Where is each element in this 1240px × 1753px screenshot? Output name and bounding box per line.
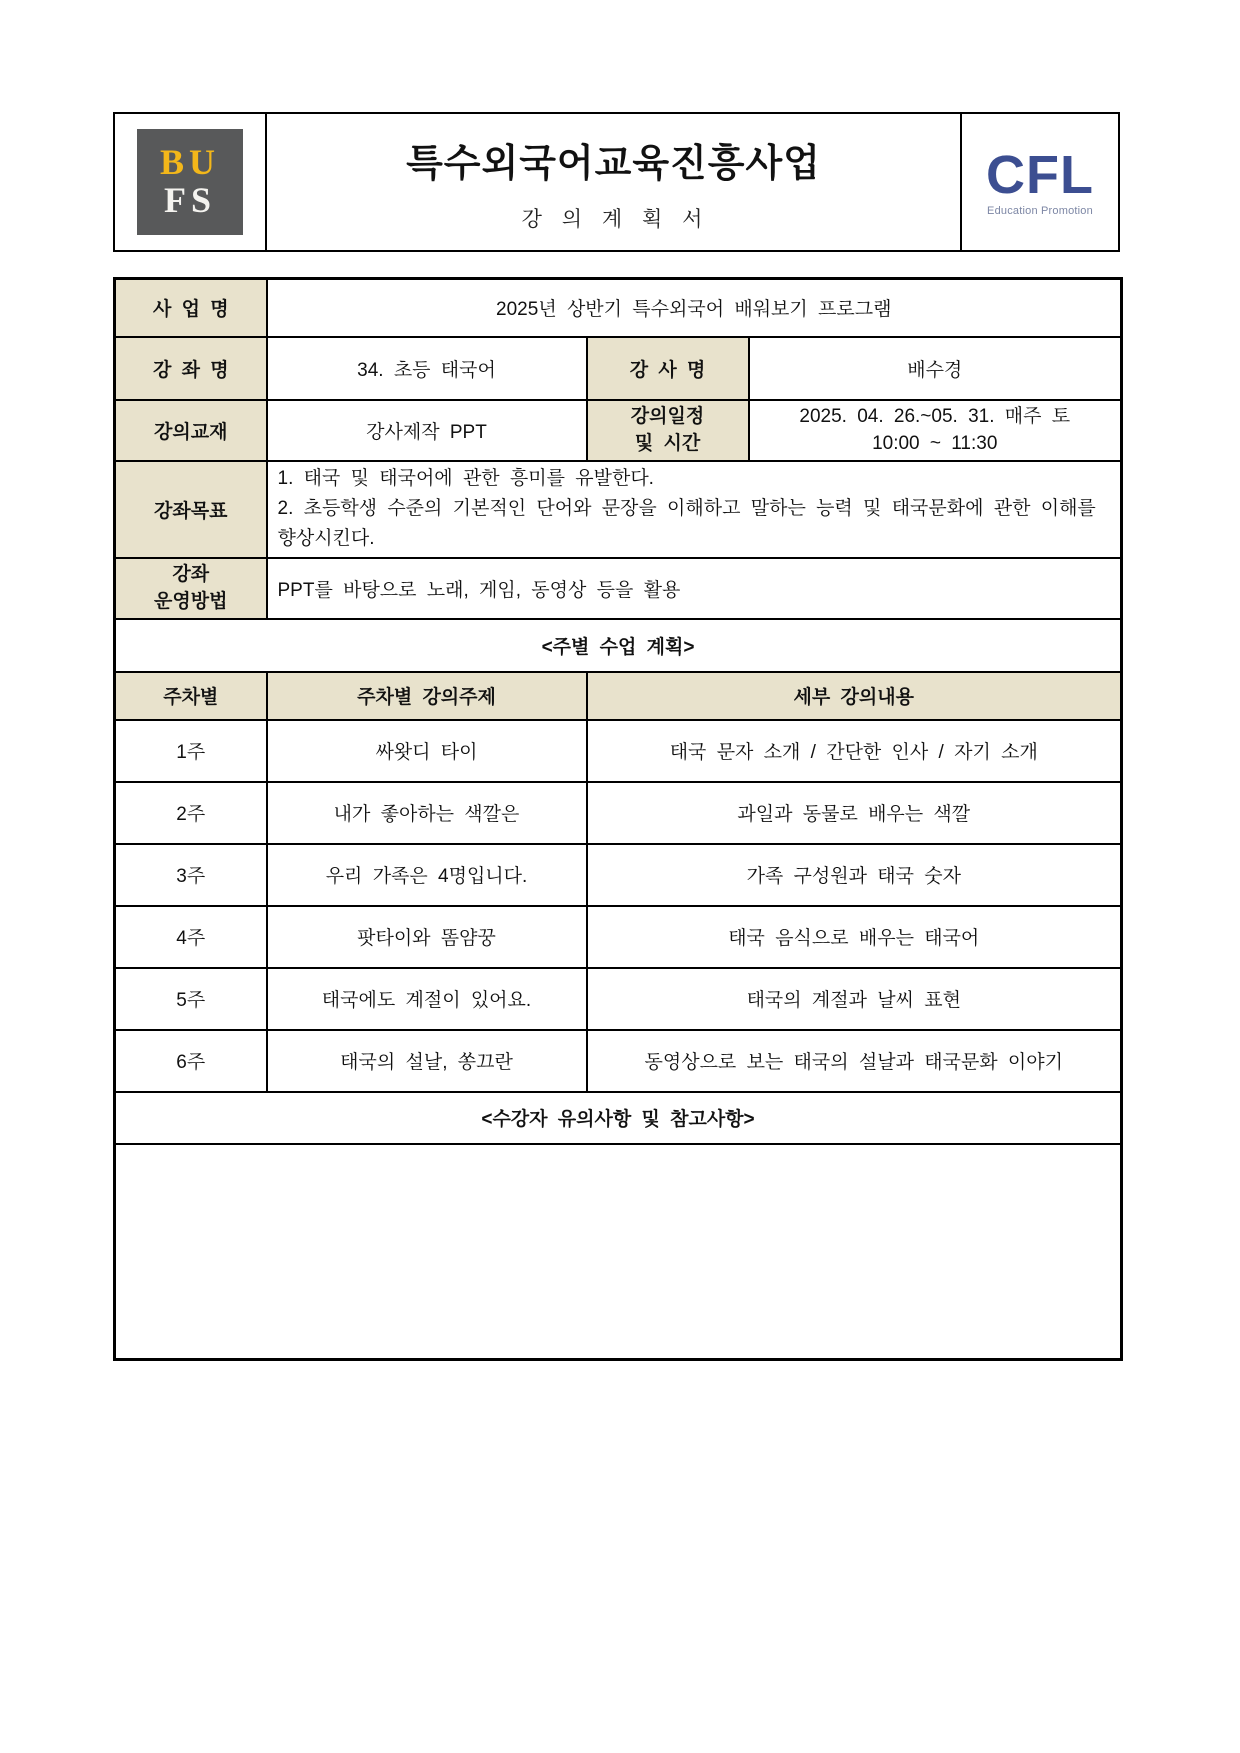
- notes-content: [115, 1144, 1122, 1360]
- table-row: [115, 968, 1122, 1030]
- content-cell: 태국 음식으로 배우는 태국어: [587, 906, 1122, 968]
- content-cell: 가족 구성원과 태국 숫자: [587, 844, 1122, 906]
- week-cell: 1주: [115, 720, 267, 782]
- topic-cell: 태국의 설날, 쏭끄란: [267, 1030, 587, 1092]
- document-title: 특수외국어교육진흥사업: [406, 142, 821, 185]
- table-row: [115, 720, 1122, 782]
- row-project: [115, 279, 1122, 337]
- method-value: PPT를 바탕으로 노래, 게임, 동영상 등을 활용: [267, 558, 1122, 619]
- row-weekly-header: [115, 672, 1122, 720]
- weekly-col-week: 주차별: [115, 672, 267, 720]
- week-cell: 3주: [115, 844, 267, 906]
- course-plan-table: [113, 277, 1123, 1361]
- objective-value: [267, 461, 1122, 558]
- document-subtitle: 강 의 계 획 서: [521, 207, 706, 231]
- weekly-col-topic: 주차별 강의주제: [267, 672, 587, 720]
- bufs-logo-cell: [115, 114, 267, 250]
- bufs-logo: [137, 129, 243, 235]
- objective-line2: 2. 초등학생 수준의 기본적인 단어와 문장을 이해하고 말하는 능력 및 태국문화에 관한 이해를 향상시킨다.: [277, 497, 1096, 550]
- weekly-col-content: 세부 강의내용: [587, 672, 1122, 720]
- schedule-label: [587, 400, 749, 461]
- table-row: [115, 782, 1122, 844]
- table-row: [115, 844, 1122, 906]
- cfl-logo: CFL: [986, 144, 1094, 205]
- notes-section-title: <수강자 유의사항 및 참고사항>: [115, 1092, 1122, 1144]
- schedule-value-line2: 10:00 ~ 11:30: [872, 433, 998, 455]
- table-row: [115, 906, 1122, 968]
- row-objective: [115, 461, 1122, 558]
- project-value: 2025년 상반기 특수외국어 배워보기 프로그램: [267, 279, 1122, 337]
- instructor-value: 배수경: [749, 337, 1122, 400]
- project-label: 사 업 명: [115, 279, 267, 337]
- week-cell: 4주: [115, 906, 267, 968]
- topic-cell: 태국에도 계절이 있어요.: [267, 968, 587, 1030]
- method-label-line1: 강좌: [172, 563, 210, 585]
- topic-cell: 내가 좋아하는 색깔은: [267, 782, 587, 844]
- topic-cell: 팟타이와 똠얌꿍: [267, 906, 587, 968]
- instructor-label: 강 사 명: [587, 337, 749, 400]
- header-title-cell: [267, 114, 960, 250]
- week-cell: 6주: [115, 1030, 267, 1092]
- schedule-value: [749, 400, 1122, 461]
- objective-label: 강좌목표: [115, 461, 267, 558]
- content-cell: 태국 문자 소개 / 간단한 인사 / 자기 소개: [587, 720, 1122, 782]
- week-cell: 2주: [115, 782, 267, 844]
- schedule-label-line1: 강의일정: [630, 405, 705, 427]
- method-label: [115, 558, 267, 619]
- course-value: 34. 초등 태국어: [267, 337, 587, 400]
- bufs-logo-line2: FS: [163, 180, 216, 220]
- weekly-section-title: <주별 수업 계획>: [115, 619, 1122, 672]
- content-cell: 동영상으로 보는 태국의 설날과 태국문화 이야기: [587, 1030, 1122, 1092]
- course-label: 강 좌 명: [115, 337, 267, 400]
- material-value: 강사제작 PPT: [267, 400, 587, 461]
- topic-cell: 싸왓디 타이: [267, 720, 587, 782]
- schedule-label-line2: 및 시간: [634, 433, 701, 455]
- row-notes: [115, 1144, 1122, 1360]
- bufs-logo-line1: BU: [159, 142, 220, 183]
- topic-cell: 우리 가족은 4명입니다.: [267, 844, 587, 906]
- cfl-logo-cell: [960, 114, 1118, 250]
- table-row: [115, 1030, 1122, 1092]
- week-cell: 5주: [115, 968, 267, 1030]
- cfl-logo-caption: Education Promotion: [987, 204, 1093, 217]
- material-label: 강의교재: [115, 400, 267, 461]
- schedule-value-line1: 2025. 04. 26.~05. 31. 매주 토: [799, 405, 1071, 427]
- row-material: [115, 400, 1122, 461]
- objective-line1: 1. 태국 및 태국어에 관한 흥미를 유발한다.: [277, 467, 654, 489]
- content-cell: 과일과 동물로 배우는 색깔: [587, 782, 1122, 844]
- row-course: [115, 337, 1122, 400]
- content-cell: 태국의 계절과 날씨 표현: [587, 968, 1122, 1030]
- row-notes-section-title: [115, 1092, 1122, 1144]
- row-weekly-section-title: [115, 619, 1122, 672]
- document-header: [113, 112, 1120, 252]
- method-label-line2: 운영방법: [154, 591, 228, 613]
- row-method: [115, 558, 1122, 619]
